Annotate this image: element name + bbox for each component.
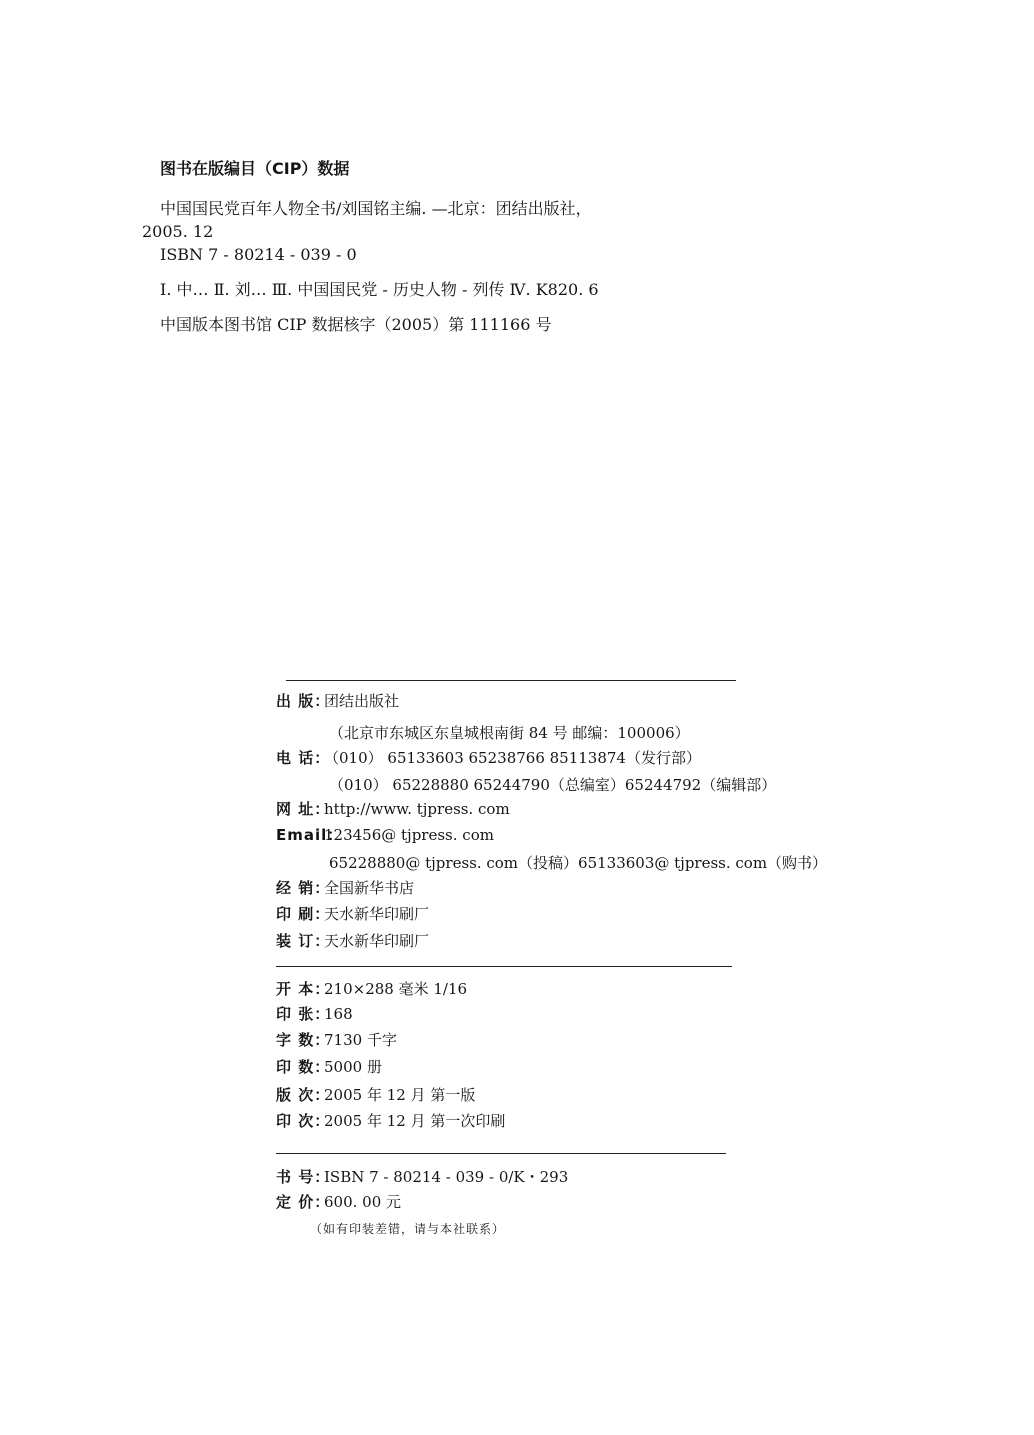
cip-title: 图书在版编目（CIP）数据 <box>160 159 350 178</box>
web-row <box>276 798 510 819</box>
book-number-value: ISBN 7 - 80214 - 039 - 0/K・293 <box>324 1168 569 1186</box>
words-row <box>276 1029 397 1050</box>
book-number-row <box>276 1166 568 1187</box>
publisher-label: 出 版： <box>276 692 331 710</box>
defect-note: （如有印装差错，请与本社联系） <box>310 1222 506 1236</box>
distributor-row <box>276 877 414 898</box>
email-value-2: 65228880@ tjpress. com（投稿）65133603@ tjpress. com（购书） <box>329 854 828 872</box>
format-label: 开 本： <box>276 980 331 998</box>
rule-top <box>286 680 736 681</box>
format-value: 210×288 毫米 1/16 <box>324 980 468 998</box>
printing-value: 2005 年 12 月 第一次印刷 <box>324 1112 506 1130</box>
book-number-label: 书 号： <box>276 1168 331 1186</box>
printer-value: 天水新华印刷厂 <box>324 905 430 923</box>
email-label: Email： <box>276 826 344 844</box>
sheets-label: 印 张： <box>276 1005 331 1023</box>
price-value: 600. 00 元 <box>324 1193 402 1211</box>
price-label: 定 价： <box>276 1193 331 1211</box>
web-label: 网 址： <box>276 800 331 818</box>
binder-label: 装 订： <box>276 932 331 950</box>
format-row <box>276 978 467 999</box>
phone-row-2 <box>276 774 776 795</box>
binder-value: 天水新华印刷厂 <box>324 932 430 950</box>
cip-subjects: Ⅰ. 中… Ⅱ. 刘… Ⅲ. 中国国民党 - 历史人物 - 列传 Ⅳ. K820. 6 <box>160 280 599 299</box>
printer-label: 印 刷： <box>276 905 331 923</box>
words-value: 7130 千字 <box>324 1031 397 1049</box>
email-row <box>276 824 494 845</box>
cip-isbn: ISBN 7 - 80214 - 039 - 0 <box>160 245 357 264</box>
phone-value-1: （010） 65133603 65238766 85113874（发行部） <box>324 749 701 767</box>
email-row-2 <box>276 852 827 873</box>
cip-library-number: 中国版本图书馆 CIP 数据核字（2005）第 111166 号 <box>160 315 552 334</box>
rule-bottom <box>276 1153 726 1154</box>
email-value-1: 123456@ tjpress. com <box>324 826 494 844</box>
phone-row <box>276 747 701 768</box>
copies-value: 5000 册 <box>324 1058 382 1076</box>
printing-row <box>276 1110 505 1131</box>
edition-row <box>276 1084 475 1105</box>
sheets-value: 168 <box>324 1005 353 1023</box>
address-row <box>276 722 690 743</box>
copies-label: 印 数： <box>276 1058 331 1076</box>
distributor-value: 全国新华书店 <box>324 879 415 897</box>
rule-middle <box>276 966 732 967</box>
edition-label: 版 次： <box>276 1086 331 1104</box>
binder-row <box>276 930 429 951</box>
price-row <box>276 1191 401 1212</box>
phone-value-2: （010） 65228880 65244790（总编室）65244792（编辑部） <box>329 776 777 794</box>
address-value: （北京市东城区东皇城根南街 84 号 邮编：100006） <box>329 724 690 742</box>
printing-label: 印 次： <box>276 1112 331 1130</box>
printer-row <box>276 903 429 924</box>
sheets-row <box>276 1003 353 1024</box>
phone-label: 电 话： <box>276 749 331 767</box>
edition-value: 2005 年 12 月 第一版 <box>324 1086 476 1104</box>
cip-block <box>142 156 602 348</box>
web-value: http://www. tjpress. com <box>324 800 510 818</box>
words-label: 字 数： <box>276 1031 331 1049</box>
copies-row <box>276 1056 382 1077</box>
publisher-value: 团结出版社 <box>324 692 400 710</box>
publisher-row <box>276 690 399 711</box>
cip-book-line: 中国国民党百年人物全书/刘国铭主编. —北京：团结出版社，2005. 12 <box>142 199 592 241</box>
distributor-label: 经 销： <box>276 879 331 897</box>
